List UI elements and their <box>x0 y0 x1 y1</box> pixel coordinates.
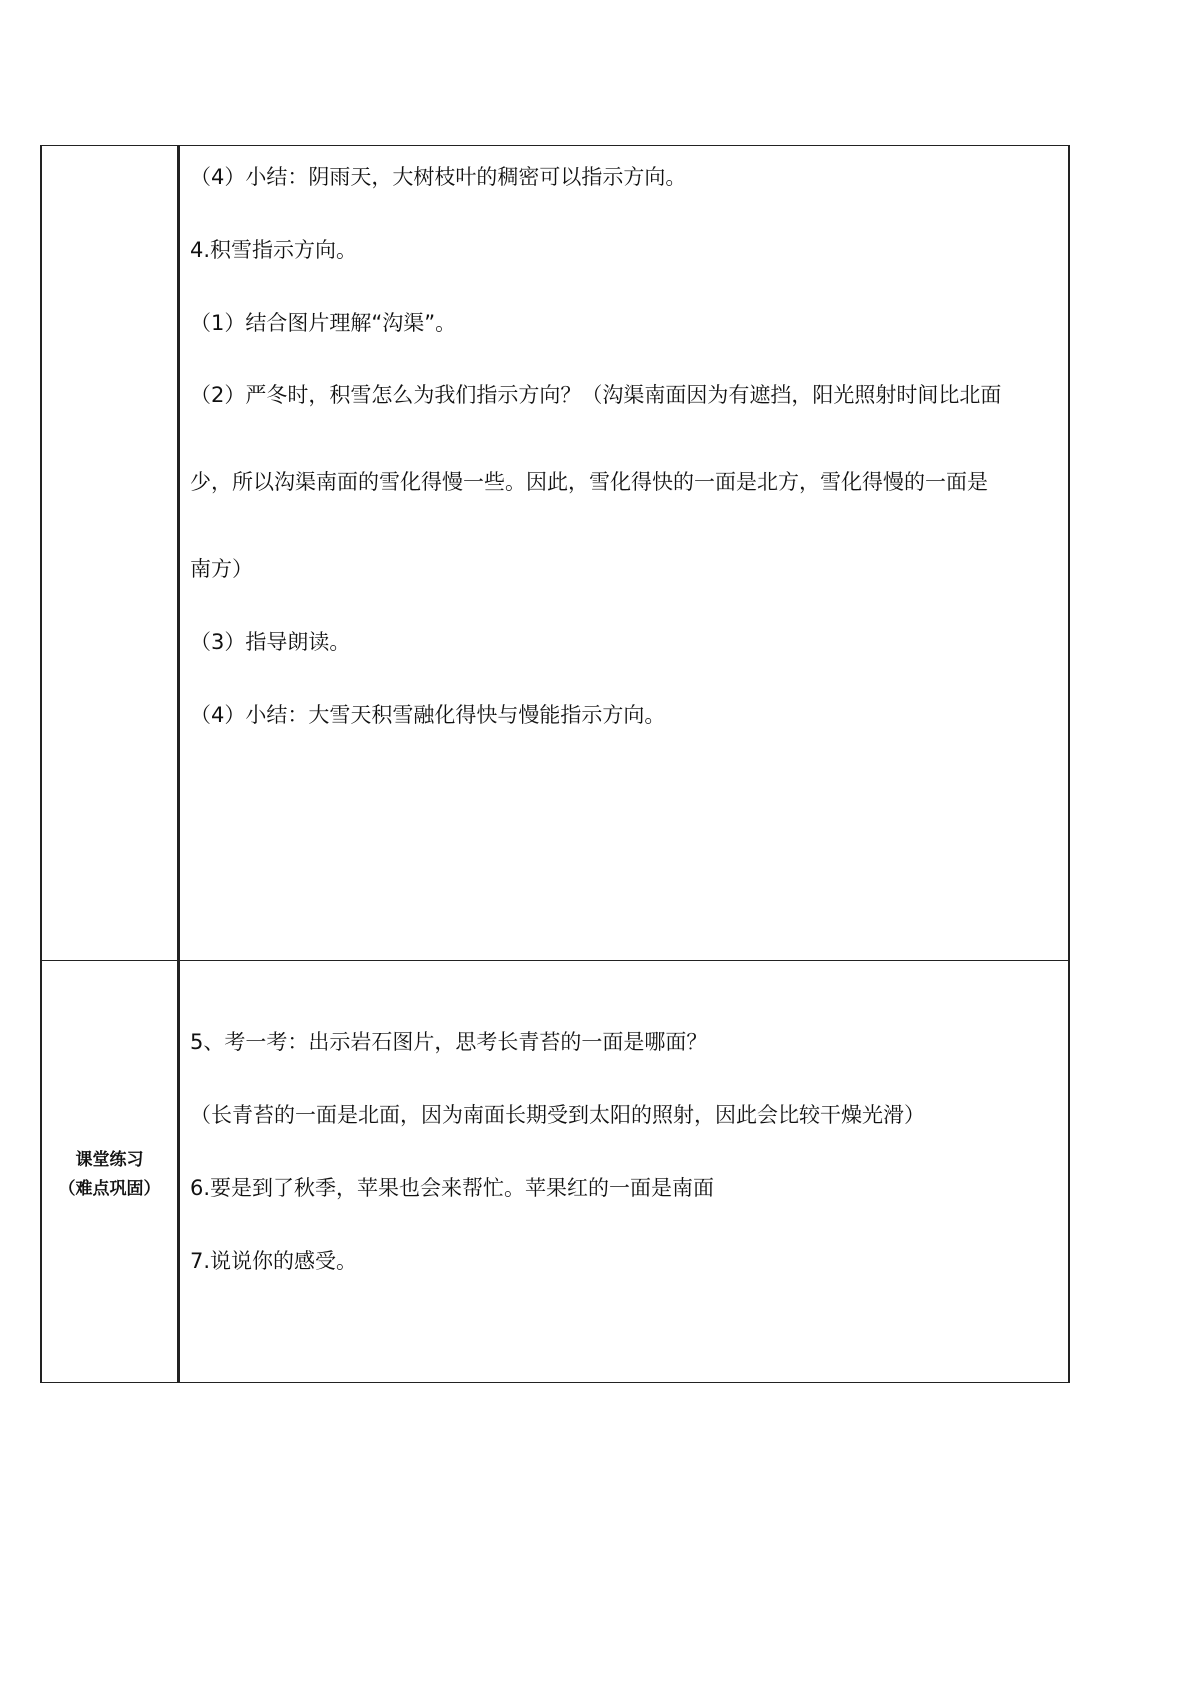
reading-guide-line: （3）指导朗读。 <box>190 630 351 654</box>
apple-line: 6.要是到了秋季，苹果也会来帮忙。苹果红的一面是南面 <box>190 1176 715 1200</box>
moss-answer-line: （长青苔的一面是北面，因为南面长期受到太阳的照射，因此会比较干燥光滑） <box>190 1103 925 1127</box>
ditch-understanding-line: （1）结合图片理解“沟渠”。 <box>190 311 457 335</box>
section-label-practice: 课堂练习 <box>75 1150 144 1170</box>
winter-question-line: （2）严冬时，积雪怎么为我们指示方向？（沟渠南面因为有遮挡，阳光照射时间比北面 <box>190 383 1002 407</box>
winter-answer-line: 少，所以沟渠南面的雪化得慢一些。因此，雪化得快的一面是北方，雪化得慢的一面是 <box>190 470 988 494</box>
summary-rainy-line: （4）小结：阴雨天，大树枝叶的稠密可以指示方向。 <box>190 165 687 189</box>
rock-question-line: 5、考一考：出示岩石图片，思考长青苔的一面是哪面？ <box>190 1030 708 1054</box>
table-column-divider <box>177 145 180 1383</box>
summary-snow-line: （4）小结：大雪天积雪融化得快与慢能指示方向。 <box>190 703 666 727</box>
section-label-difficulty: （难点巩固） <box>58 1179 161 1199</box>
winter-answer-end-line: 南方） <box>190 557 253 581</box>
feelings-line: 7.说说你的感受。 <box>190 1249 358 1273</box>
snow-heading-line: 4.积雪指示方向。 <box>190 238 358 262</box>
table-row-divider <box>40 960 1070 961</box>
